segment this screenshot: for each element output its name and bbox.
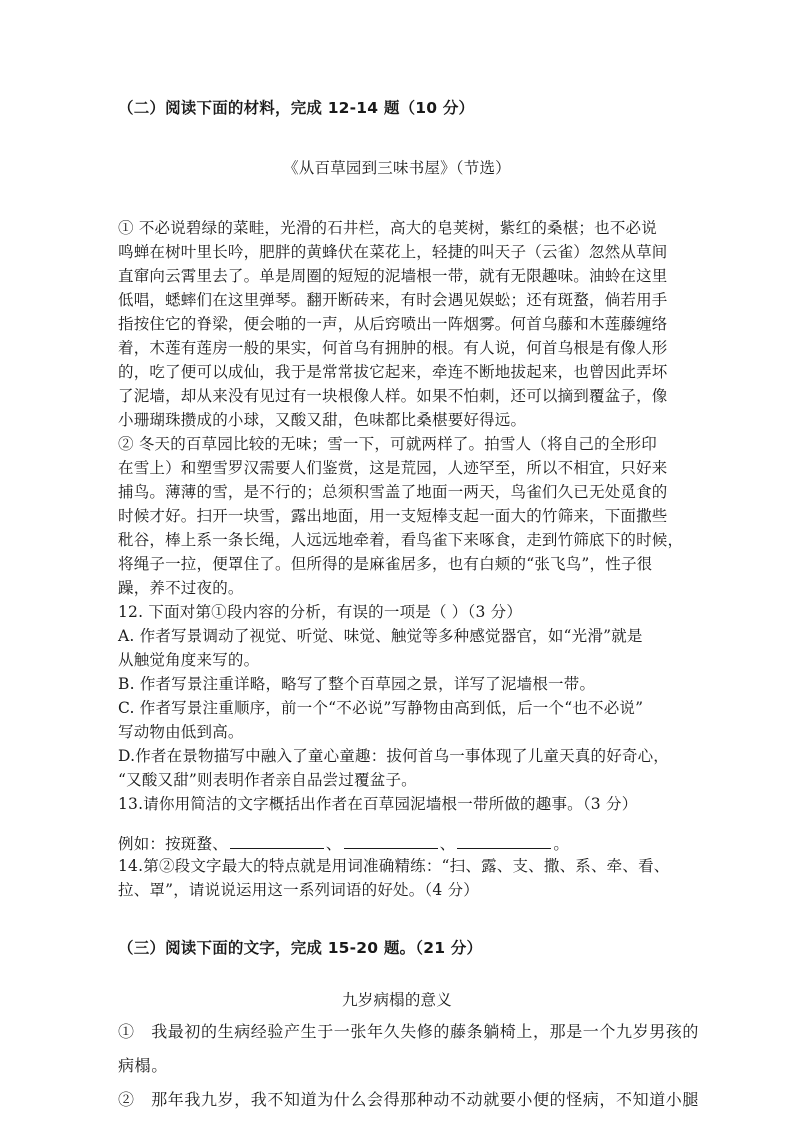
passage-1-title: 《从百草园到三味书屋》（节选）	[283, 159, 511, 177]
text-line: ② 那年我九岁，我不知道为什么会得那种动不动就要小便的怪病，不知道小腿	[118, 1090, 700, 1109]
text-line: ② 冬天的百草园比较的无味；雪一下，可就两样了。拍雪人（将自己的全形印	[118, 435, 657, 453]
separator: 、	[325, 835, 342, 853]
question-13-stem: 13.请你用简洁的文字概括出作者在百草园泥墙根一带所做的趣事。（3 分）	[118, 795, 638, 813]
option-c-cont: 写动物由低到高。	[118, 723, 244, 741]
period: 。	[553, 835, 570, 853]
text-line: 病榻。	[118, 1056, 168, 1075]
text-line: 鸣蝉在树叶里长吟，肥胖的黄蜂伏在菜花上，轻捷的叫天子（云雀）忽然从草间	[118, 243, 668, 261]
text-line: 指按住它的脊梁，便会啪的一声，从后窍喷出一阵烟雾。何首乌藤和木莲藤缠络	[118, 315, 668, 333]
answer-blank-3[interactable]	[457, 834, 551, 849]
answer-blank-1[interactable]	[230, 834, 324, 849]
text-line: 秕谷，棒上系一条长绳，人远远地牵着，看鸟雀下来啄食，走到竹筛底下的时候，	[118, 531, 684, 549]
section-3-heading: （三）阅读下面的文字，完成 15-20 题。（21 分）	[118, 939, 483, 957]
option-a-cont: 从触觉角度来写的。	[118, 651, 260, 669]
text-line: 低唱，蟋蟀们在这里弹琴。翻开断砖来，有时会遇见娱蚣；还有斑蝥，倘若用手	[118, 291, 668, 309]
question-13-answer-line	[118, 834, 569, 854]
option-d: D.作者在景物描写中融入了童心童趣：拔何首乌一事体现了儿童天真的好奇心，	[118, 747, 670, 765]
section-2-heading: （二）阅读下面的材料，完成 12-14 题（10 分）	[118, 99, 475, 117]
answer-blank-2[interactable]	[344, 834, 438, 849]
text-line: 时候才好。扫开一块雪，露出地面，用一支短棒支起一面大的竹筛来，下面撒些	[118, 507, 668, 525]
text-line: 将绳子一拉，便罩住了。但所得的是麻雀居多，也有白颊的“张飞鸟”，性子很	[118, 555, 653, 573]
text-line: 躁，养不过夜的。	[118, 579, 244, 597]
passage-2-title: 九岁病榻的意义	[342, 991, 452, 1009]
separator: 、	[439, 835, 456, 853]
question-12-stem: 12. 下面对第①段内容的分析，有误的一项是（ ）（3 分）	[118, 603, 523, 621]
text-line: ① 不必说碧绿的菜畦，光滑的石井栏，高大的皂荚树，紫红的桑椹；也不必说	[118, 219, 657, 237]
option-d-cont: “又酸又甜”则表明作者亲自品尝过覆盆子。	[118, 771, 417, 789]
text-line: 在雪上）和塑雪罗汉需要人们鉴赏，这是荒园，人迹罕至，所以不相宜，只好来	[118, 459, 668, 477]
option-b: B. 作者写景注重详略，略写了整个百草园之景，详写了泥墙根一带。	[118, 675, 596, 693]
text-line: 直窜向云霄里去了。单是周圈的短短的泥墙根一带，就有无限趣味。油蛉在这里	[118, 267, 668, 285]
text-line: 着，木莲有莲房一般的果实，何首乌有拥肿的根。有人说，何首乌根是有像人形	[118, 339, 668, 357]
text-line: ① 我最初的生病经验产生于一张年久失修的藤条躺椅上，那是一个九岁男孩的	[118, 1022, 700, 1041]
option-c: C. 作者写景注重顺序，前一个“不必说”写静物由高到低，后一个“也不必说”	[118, 699, 644, 717]
text-line: 了泥墙，却从来没有见过有一块根像人样。如果不怕刺，还可以摘到覆盆子，像	[118, 387, 668, 405]
text-line: 的，吃了便可以成仙，我于是常常拔它起来，牵连不断地拔起来，也曾因此弄坏	[118, 363, 668, 381]
question-14-stem-cont: 拉、罩”，请说说运用这一系列词语的好处。（4 分）	[118, 881, 479, 899]
option-a: A. 作者写景调动了视觉、听觉、味觉、触觉等多种感觉器官，如“光滑”就是	[118, 627, 643, 645]
text-line: 小珊瑚珠攒成的小球，又酸又甜，色味都比桑椹要好得远。	[118, 411, 527, 429]
question-14-stem: 14.第②段文字最大的特点就是用词准确精练：“扫、露、支、撒、系、牵、看、	[118, 857, 670, 875]
text-line: 捕鸟。薄薄的雪，是不行的；总须积雪盖了地面一两天，鸟雀们久已无处觅食的	[118, 483, 668, 501]
example-prefix: 例如：按斑蝥、	[118, 835, 228, 853]
